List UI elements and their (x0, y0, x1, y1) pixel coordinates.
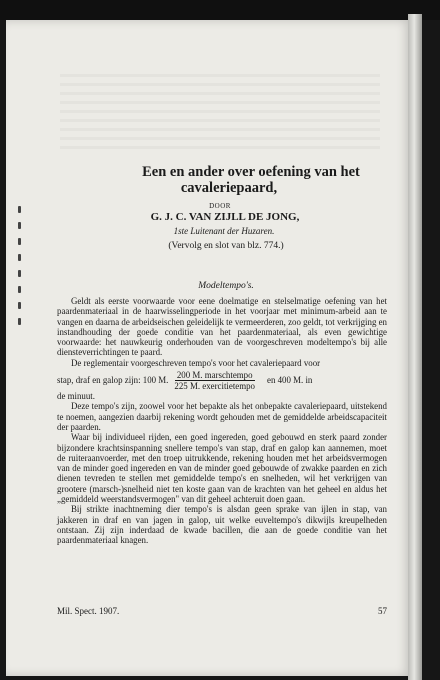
paragraph-3: Deze tempo's zijn, zoowel voor het bepakte als het onbepakte cavaleriepaard, uitstekend te noemen, aangezien daarbij rekening wordt gehouden met de gemiddelde arbeidscapaciteit der paarden. (57, 401, 387, 432)
margin-marks (15, 206, 23, 325)
byline-door: DOOR (209, 202, 231, 210)
book-spine-edge (408, 14, 422, 680)
paragraph-2-intro: De reglementair voorgeschreven tempo's voor het cavaleriepaard voor (71, 357, 321, 368)
bleed-through-text-area (60, 74, 380, 154)
title-line-1: Een en ander over oefening van het (142, 164, 360, 180)
fraction-numerator: 200 M. marschtempo (176, 369, 253, 380)
article-title (0, 164, 440, 196)
tempo-formula (57, 369, 387, 391)
paragraph-2-tail: de minuut. (57, 391, 95, 402)
page-number: 57 (378, 606, 387, 616)
title-line-2: cavaleriepaard, (180, 180, 278, 196)
page-footer (57, 606, 387, 616)
fraction-denominator: 225 M. exercitietempo (174, 380, 255, 391)
author-rank: 1ste Luitenant der Huzaren. (173, 226, 275, 236)
author-name: G. J. C. VAN ZIJLL DE JONG, (150, 211, 300, 223)
formula-prefix: stap, draf en galop zijn: 100 M. (57, 374, 169, 385)
scan-top-border (0, 0, 440, 20)
article-body (57, 296, 387, 546)
journal-reference: Mil. Spect. 1907. (57, 606, 120, 616)
formula-suffix: en 400 M. in (267, 374, 313, 385)
section-heading: Modeltempo's. (198, 281, 254, 291)
paragraph-5: Bij strikte inachtneming dier tempo's is alsdan geen sprake van ijlen in stap, van jakkeren in draf en van jagen in galop, uit welke euveltempo's dikwijls kreupelheden ontstaan. Zij zijn inderdaad de kwade bacillen, die aan de goede conditie van het paardenmateriaal knagen. (57, 504, 387, 546)
tempo-fraction (172, 370, 257, 391)
paragraph-1: Geldt als eerste voorwaarde voor eene doelmatige en stelselmatige oefening van het paardenmateriaal in de haarwisselingperiode in het voorjaar met minimum-arbeid aan te vangen en daarna de arbeidseischen geleidelijk te vermeerderen, zoo geldt, tot verkrijging en instandhouding der goede conditie van het paardenmateriaal, als even gewichtige voorwaarde: het nauwkeurig onderhouden van de voorgeschreven modeltempo's bij alle diensteverrichtingen te paard. (57, 296, 387, 358)
paragraph-4: Waar bij individueel rijden, een goed ingereden, goed gebouwd en sterk paard zonder bijzondere krachtsinspanning snellere tempo's van stap, draf en galop kan aannemen, moet de ruiteraanvoerder, met den troep uitrukkende, rekening houden met het arbeidsvermogen van de minder goed ingereden en van de minder goed gebouwde of zwakke paarden en zich dienen tevreden te stellen met gemiddelde tempo's en snelheden, wil het verkrijgen van grootere (marsch-)snelheid niet ten koste gaan van de krachten van het geheel en aldus het „gemiddeld weerstandsvermogen" van dit geheel achteruit doen gaan. (57, 432, 387, 505)
continuation-note: (Vervolg en slot van blz. 774.) (168, 241, 284, 251)
